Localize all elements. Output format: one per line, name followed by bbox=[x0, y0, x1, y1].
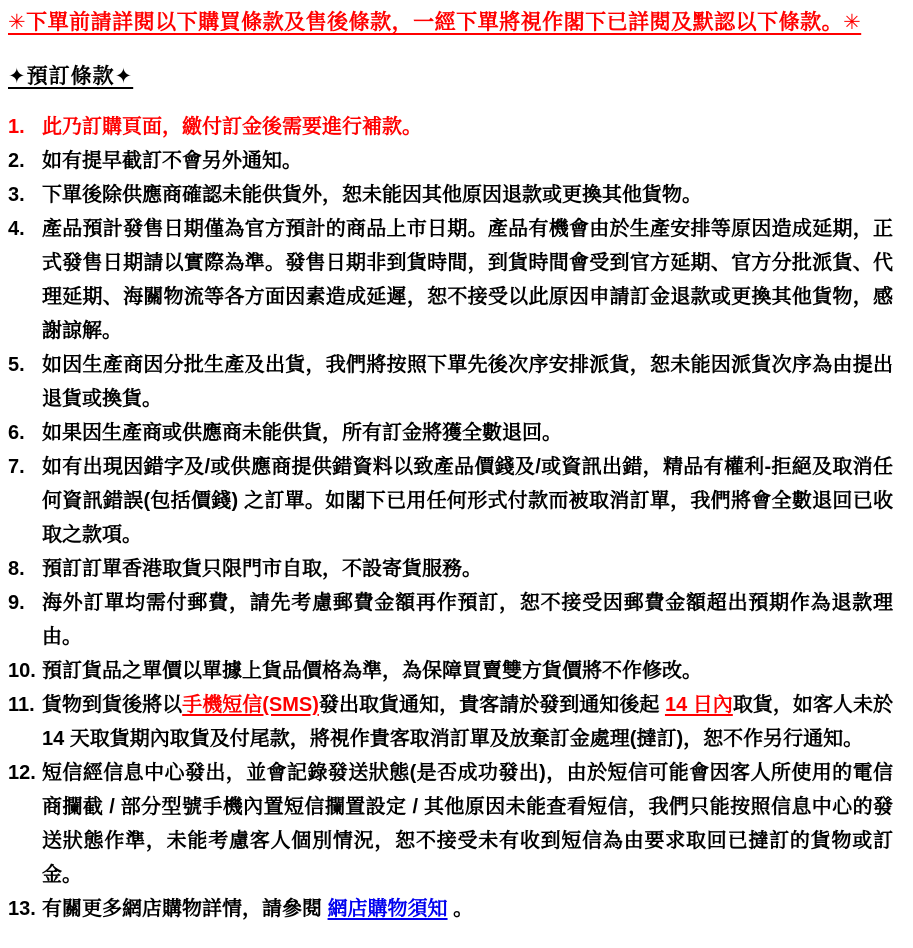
term-number: 11. bbox=[8, 694, 35, 716]
term-text-segment: 海外訂單均需付郵費，請先考慮郵費金額再作預訂，恕不接受因郵費金額超出預期作為退款理由。 bbox=[42, 592, 893, 648]
term-number: 5. bbox=[8, 354, 25, 376]
term-item-3 bbox=[8, 178, 893, 212]
term-number: 2. bbox=[8, 150, 25, 172]
term-text-segment: 預訂貨品之單價以單據上貨品價格為準，為保障買賣雙方貨價將不作修改。 bbox=[42, 660, 702, 682]
term-number: 8. bbox=[8, 558, 25, 580]
term-text bbox=[42, 416, 893, 450]
term-number: 6. bbox=[8, 422, 25, 444]
term-text bbox=[42, 892, 893, 926]
term-text bbox=[42, 552, 893, 586]
highlighted-text: 14 日內 bbox=[664, 694, 733, 716]
term-text bbox=[42, 110, 893, 144]
term-number: 12. bbox=[8, 762, 36, 784]
section-title-pre-order-terms: ✦預訂條款✦ bbox=[8, 65, 134, 88]
term-number: 4. bbox=[8, 218, 25, 240]
term-text-segment: 發出取貨通知，貴客請於發到通知後起 bbox=[318, 694, 665, 716]
term-text bbox=[42, 586, 893, 654]
term-text bbox=[42, 348, 893, 416]
term-text bbox=[42, 450, 893, 552]
terms-list bbox=[8, 110, 893, 926]
term-number: 3. bbox=[8, 184, 25, 206]
term-text-segment: 短信經信息中心發出，並會記錄發送狀態(是否成功發出)，由於短信可能會因客人所使用的電信商攔截 / 部分型號手機內置短信攔置設定 / 其他原因未能查看短信，我們只能按照信息中心的發送狀態作準，未能考慮客人個別情況，恕不接受未有收到短信為由要求取回已撻訂的貨物或訂金。 bbox=[42, 762, 893, 886]
term-number: 10. bbox=[8, 660, 36, 682]
term-text-segment: 如有提早截訂不會另外通知。 bbox=[42, 150, 302, 172]
term-item-13 bbox=[8, 892, 893, 926]
term-text bbox=[42, 178, 893, 212]
term-text bbox=[42, 688, 893, 756]
term-number: 13. bbox=[8, 898, 36, 920]
term-number: 1. bbox=[8, 116, 25, 138]
term-number: 7. bbox=[8, 456, 25, 478]
shop-notice-link[interactable]: 網店購物須知 bbox=[327, 898, 448, 920]
term-number: 9. bbox=[8, 592, 25, 614]
term-text bbox=[42, 144, 893, 178]
highlighted-text: 手機短信(SMS) bbox=[182, 694, 319, 716]
term-text-segment: 如有出現因錯字及/或供應商提供錯資料以致產品價錢及/或資訊出錯，精品有權利-拒絕及取消任何資訊錯誤(包括價錢) 之訂單。如閣下已用任何形式付款而被取消訂單，我們將會全數退回已收取之款項。 bbox=[42, 456, 893, 546]
term-text bbox=[42, 756, 893, 892]
term-text-segment: 如果因生產商或供應商未能供貨，所有訂金將獲全數退回。 bbox=[42, 422, 562, 444]
term-text-segment: 預訂訂單香港取貨只限門市自取，不設寄貨服務。 bbox=[42, 558, 482, 580]
term-item-9 bbox=[8, 586, 893, 654]
term-text-segment: 有關更多網店購物詳情，請參閱 bbox=[42, 898, 328, 920]
term-item-10 bbox=[8, 654, 893, 688]
term-text-segment: 。 bbox=[447, 898, 474, 920]
term-text-segment: 貨物到貨後將以 bbox=[42, 694, 183, 716]
term-text bbox=[42, 212, 893, 348]
term-item-8 bbox=[8, 552, 893, 586]
term-item-4 bbox=[8, 212, 893, 348]
term-text-segment: 下單後除供應商確認未能供貨外，恕未能因其他原因退款或更換其他貨物。 bbox=[42, 184, 702, 206]
term-item-12 bbox=[8, 756, 893, 892]
term-item-11 bbox=[8, 688, 893, 756]
term-text-segment: 此乃訂購頁面，繳付訂金後需要進行補款。 bbox=[42, 116, 422, 138]
term-item-5 bbox=[8, 348, 893, 416]
term-text bbox=[42, 654, 893, 688]
term-item-7 bbox=[8, 450, 893, 552]
term-text-segment: 產品預計發售日期僅為官方預計的商品上市日期。產品有機會由於生產安排等原因造成延期，正式發售日期請以實際為準。發售日期非到貨時間，到貨時間會受到官方延期、官方分批派貨、代理延期、海關物流等各方面因素造成延遲，恕不接受以此原因申請訂金退款或更換其他貨物，感謝諒解。 bbox=[42, 218, 893, 342]
term-item-6 bbox=[8, 416, 893, 450]
term-item-2 bbox=[8, 144, 893, 178]
term-item-1 bbox=[8, 110, 893, 144]
term-text-segment: 取貨，如客人未於 14 天取貨期內取貨及付尾款，將視作貴客取消訂單及放棄訂金處理(撻訂)，恕不作另行通知。 bbox=[42, 694, 893, 750]
term-text-segment: 如因生產商因分批生產及出貨，我們將按照下單先後次序安排派貨，恕未能因派貨次序為由提出退貨或換貨。 bbox=[42, 354, 893, 410]
pre-order-warning-banner: ✳下單前請詳閱以下購買條款及售後條款，一經下單將視作閣下已詳閱及默認以下條款。✳ bbox=[8, 11, 862, 34]
